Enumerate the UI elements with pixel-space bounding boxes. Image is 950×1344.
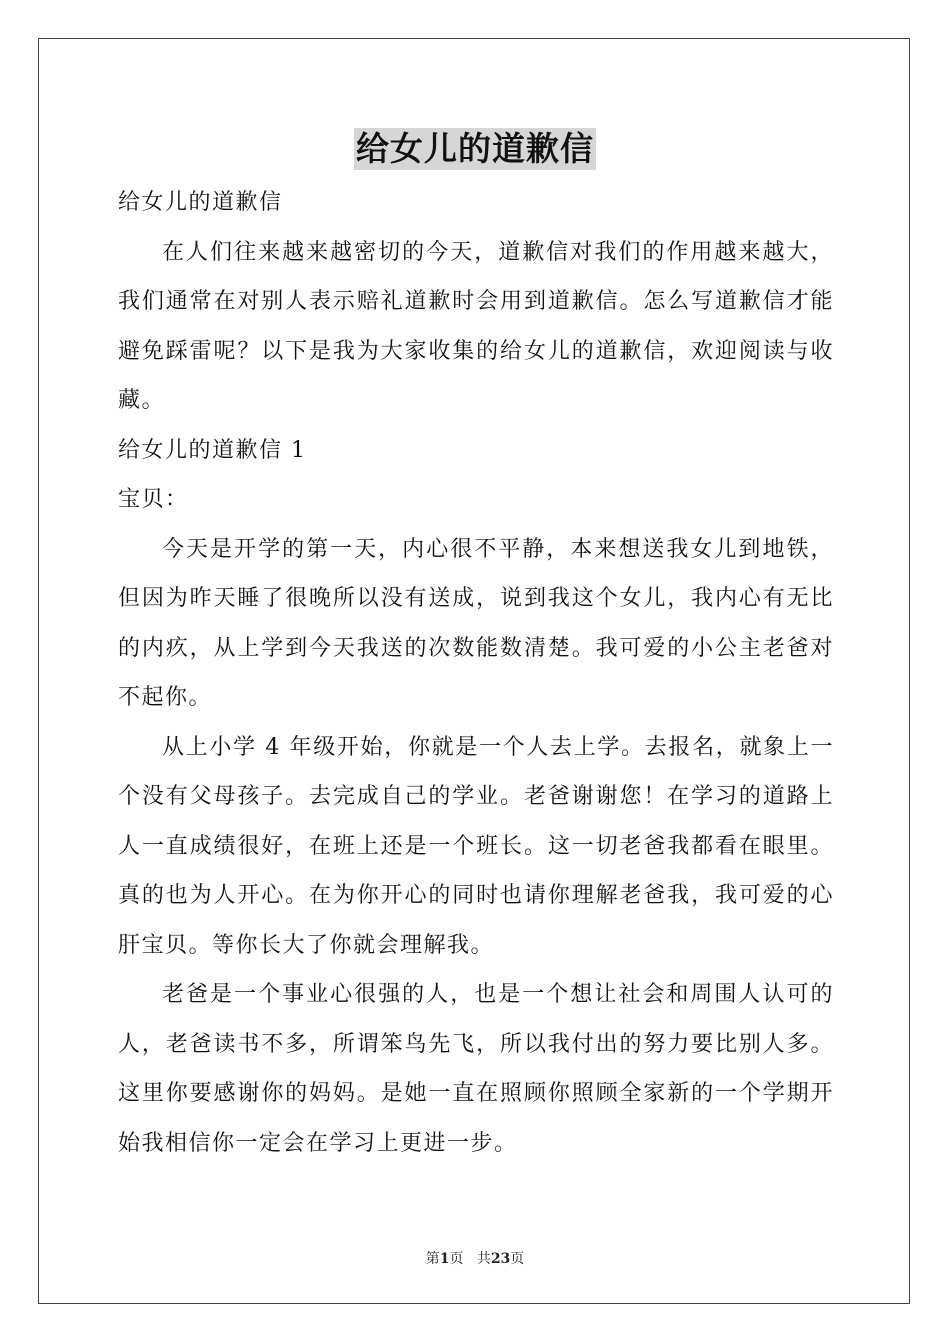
total-prefix: 共 [476,1251,491,1267]
page-suffix: 页 [449,1251,464,1267]
salutation: 宝贝： [118,487,189,512]
document-body [118,178,834,1168]
page-prefix: 第 [425,1251,440,1267]
body-paragraph-2: 从上小学 4 年级开始，你就是一个人去上学。去报名，就象上一个没有父母孩子。去完成自己的学业。老爸谢谢您！在学习的道路上人一直成绩很好，在班上还是一个班长。这一切老爸我都看在眼里。真的也为人开心。在为你开心的同时也请你理解老爸我，我可爱的心肝宝贝。等你长大了你就会理解我。 [118,734,834,958]
title-wrap [0,128,950,170]
total-suffix: 页 [510,1251,525,1267]
body-paragraph-3: 老爸是一个事业心很强的人，也是一个想让社会和周围人认可的人，老爸读书不多，所谓笨鸟先飞，所以我付出的努力要比别人多。这里你要感谢你的妈妈。是她一直在照顾你照顾全家新的一个学期开始我相信你一定会在学习上更进一步。 [118,982,834,1156]
body-paragraph-1: 今天是开学的第一天，内心很不平静，本来想送我女儿到地铁，但因为昨天睡了很晚所以没有送成，说到我这个女儿，我内心有无比的内疚，从上学到今天我送的次数能数清楚。我可爱的小公主老爸对不起你。 [118,536,834,710]
intro-paragraph: 在人们往来越来越密切的今天，道歉信对我们的作用越来越大，我们通常在对别人表示赔礼道歉时会用到道歉信。怎么写道歉信才能避免踩雷呢？以下是我为大家收集的给女儿的道歉信，欢迎阅读与收藏。 [118,239,834,413]
total-pages: 23 [490,1251,511,1267]
section-heading: 给女儿的道歉信 1 [118,437,307,463]
page-footer [0,1248,950,1268]
page-number: 1 [439,1251,450,1267]
document-title: 给女儿的道歉信 [356,129,594,168]
subtitle: 给女儿的道歉信 [118,190,283,215]
